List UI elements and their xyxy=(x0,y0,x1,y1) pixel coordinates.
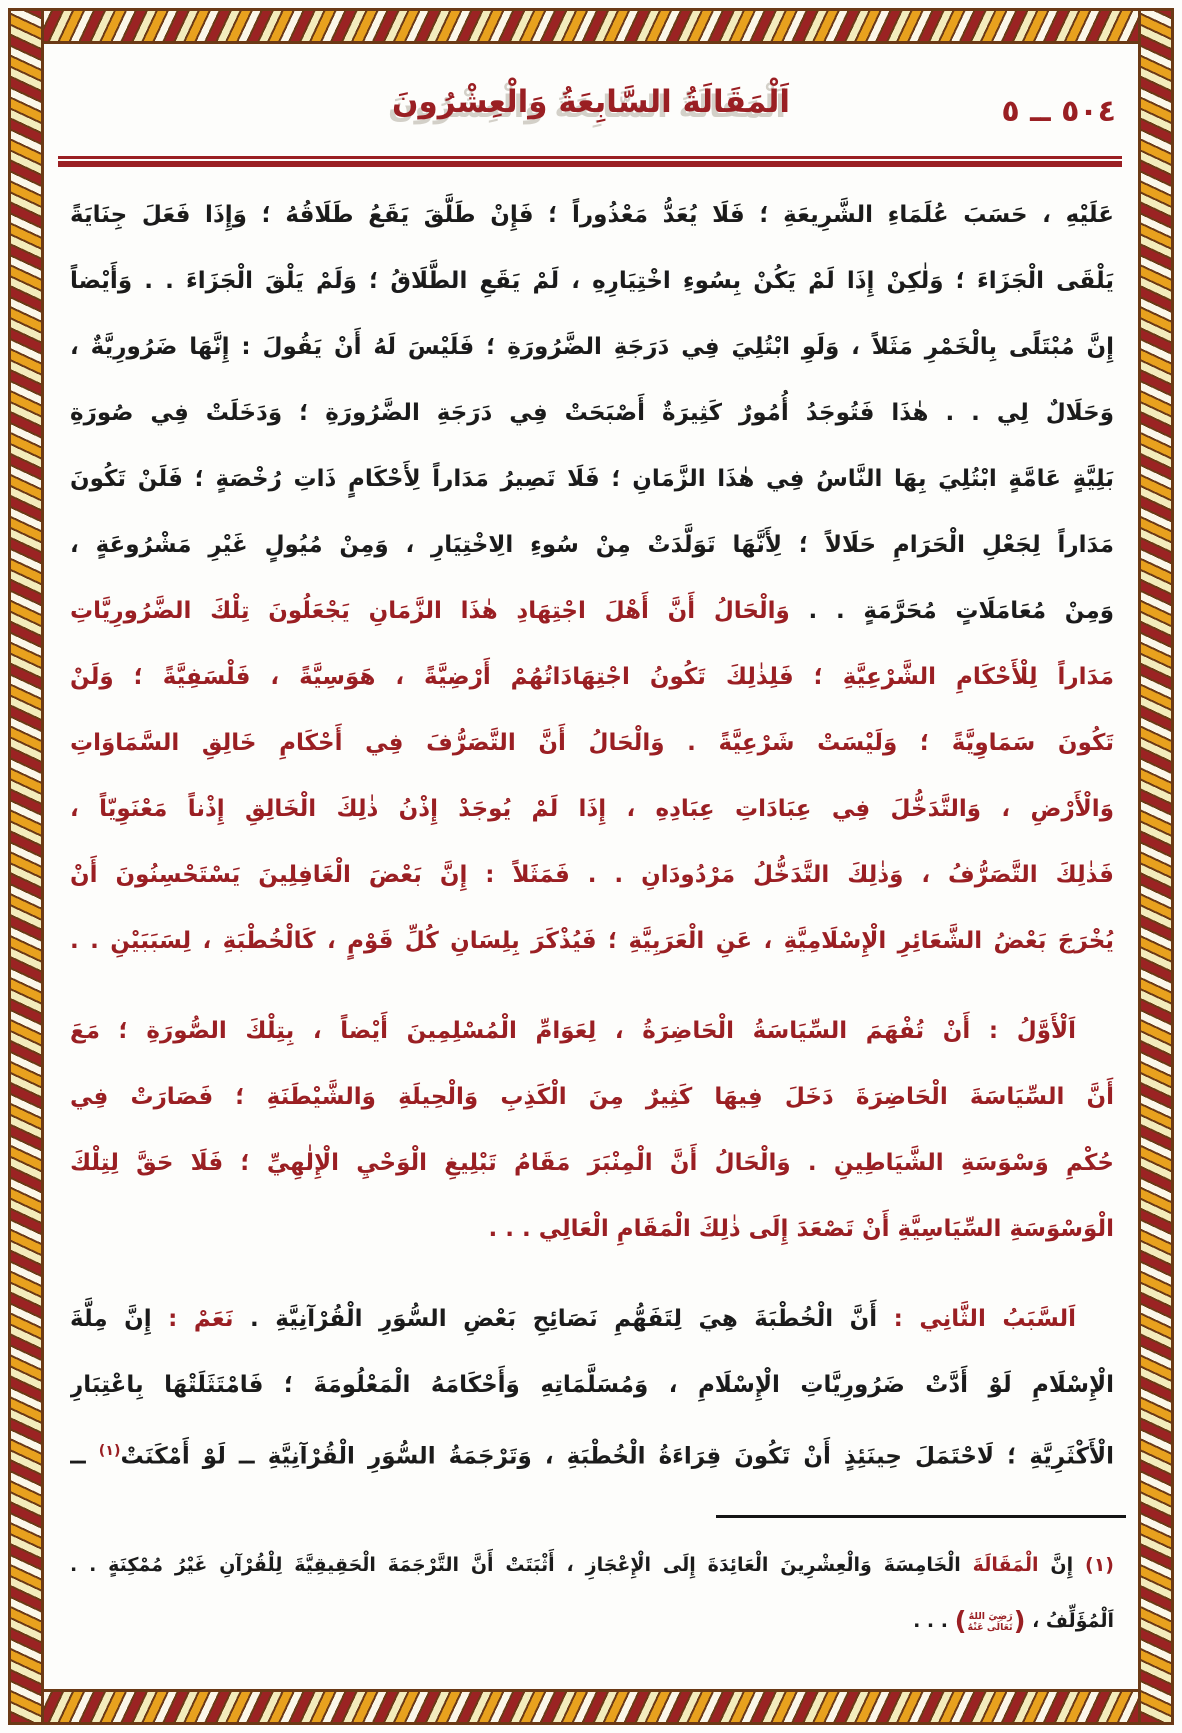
text-segment: مَدَاراً لِجَعْلِ الْحَرَامِ حَلَالاً ؛ لِأَنَّهَا تَوَلَّدَتْ مِنْ سُوءِ الِاخْتِيَارِ ، وَمِنْ مُيُولٍ غَيْرِ مَشْرُوعَةٍ ، xyxy=(70,532,1114,558)
text-line xyxy=(70,842,1114,908)
text-segment: نَعَمْ : xyxy=(151,1306,234,1332)
text-segment: . . . xyxy=(913,1610,955,1632)
footnote-marker: (١) xyxy=(1073,1554,1114,1576)
text-segment: وَالْحَالُ أَنَّ أَهْلَ اجْتِهَادِ هٰذَا الزَّمَانِ يَجْعَلُونَ تِلْكَ الضَّرُورِيَّاتِ xyxy=(70,598,790,624)
ornamental-border-bottom xyxy=(8,1689,1174,1725)
text-segment: الْأَكْثَرِيَّةِ ؛ لَاحْتَمَلَ حِينَئِذٍ أَنْ تَكُونَ قِرَاءَةُ الْخُطْبَةِ ، وَتَرْجَمَةُ السُّوَرِ الْقُرْآنِيَّةِ ــ لَوْ أَمْكَنَتْ xyxy=(120,1443,1114,1470)
text-segment: وَمِنْ مُعَامَلَاتٍ مُحَرَّمَةٍ . . xyxy=(789,598,1114,624)
text-segment: الْوَسْوَسَةِ السِّيَاسِيَّةِ أَنْ تَصْعَدَ إِلَى ذٰلِكَ الْمَقَامِ الْعَالِي . . . xyxy=(488,1216,1114,1242)
header-rule xyxy=(58,156,1122,167)
text-line xyxy=(70,1537,1114,1593)
text-segment: يُخْرَجَ بَعْضُ الشَّعَائِرِ الْإِسْلَامِيَّةِ ، عَنِ الْعَرَبِيَّةِ ؛ فَيُذْكَرَ بِلِسَانِ كُلِّ قَوْمٍ ، كَالْخُطْبَةِ ، لِسَبَبَيْنِ . . xyxy=(70,928,1114,954)
text-line xyxy=(70,248,1114,314)
text-line xyxy=(70,1593,1114,1649)
text-segment: اَلْأَوَّلُ : أَنْ تُفْهَمَ السِّيَاسَةُ الْحَاضِرَةُ ، لِعَوَامِّ الْمُسْلِمِينَ أَيْضاً ، بِتِلْكَ الصُّورَةِ ؛ مَعَ xyxy=(70,1018,1076,1044)
text-line xyxy=(70,776,1114,842)
text-line xyxy=(70,380,1114,446)
text-line xyxy=(70,1196,1114,1262)
page-content xyxy=(56,56,1126,1677)
text-segment: الْخَامِسَةَ وَالْعِشْرِينَ الْعَائِدَةَ إِلَى الْإِعْجَازِ ، أَثْبَتَتْ أَنَّ التَّرْجَمَةَ الْحَقِيقِيَّةَ لِلْقُرْآنِ غَيْرُ مُمْكِنَةٍ . . xyxy=(70,1554,961,1576)
text-segment: تَكُونَ سَمَاوِيَّةً ؛ وَلَيْسَتْ شَرْعِيَّةً . وَالْحَالُ أَنَّ التَّصَرُّفَ فِي أَحْكَامِ خَالِقِ السَّمَاوَاتِ xyxy=(70,730,1114,756)
text-segment: فَذٰلِكَ التَّصَرُّفُ ، وَذٰلِكَ التَّدَخُّلُ مَرْدُودَانِ . . فَمَثَلاً : إِنَّ بَعْضَ الْغَافِلِينَ يَسْتَحْسِنُونَ أَنْ xyxy=(70,862,1114,888)
text-segment: الْإِسْلَامِ لَوْ أَدَّتْ ضَرُورِيَّاتِ الْإِسْلَامِ ، وَمُسَلَّمَاتِهِ وَأَحْكَامَهُ الْمَعْلُومَةَ ؛ فَامْتَثَلَتْهَا بِاعْتِبَارِ xyxy=(70,1372,1114,1398)
text-segment: الْمَقَالَةَ xyxy=(960,1554,1039,1576)
text-segment: اَلْمُؤَلِّفُ ، xyxy=(1025,1610,1114,1632)
page-title: اَلْمَقَالَةُ السَّابِعَةُ وَالْعِشْرُونَ xyxy=(391,84,790,120)
text-segment: وَالْأَرْضِ ، وَالتَّدَخُّلَ فِي عِبَادَاتِ عِبَادِهِ ، إِذَا لَمْ يُوجَدْ إِذْنُ ذٰلِكَ الْخَالِقِ إِذْناً مَعْنَوِيّاً ، xyxy=(70,796,1114,822)
text-line xyxy=(70,182,1114,248)
page-number: ٥٠٤ ــ ٥ xyxy=(1001,94,1116,129)
text-line xyxy=(70,1286,1114,1352)
text-line xyxy=(70,908,1114,974)
ornamental-border-top xyxy=(8,8,1174,44)
paragraph-label: اَلسَّبَبُ الثَّانِي : xyxy=(877,1306,1076,1332)
text-line xyxy=(70,578,1114,644)
text-line xyxy=(70,446,1114,512)
text-segment: حُكْمِ وَسْوَسَةِ الشَّيَاطِينِ . وَالْحَالُ أَنَّ الْمِنْبَرَ مَقَامُ تَبْلِيغِ الْوَحْيِ الْإِلٰهِيِّ ؛ فَلَا حَقَّ لِتِلْكَ xyxy=(70,1150,1114,1176)
text-segment: عَلَيْهِ ، حَسَبَ عُلَمَاءِ الشَّرِيعَةِ ؛ فَلَا يُعَدُّ مَعْذُوراً ؛ فَإِنْ طَلَّقَ يَقَعُ طَلَاقُهُ ؛ وَإِذَا فَعَلَ جِنَايَةً xyxy=(70,202,1114,228)
text-line xyxy=(70,1130,1114,1196)
text-segment: أَنَّ الْخُطْبَةَ هِيَ لِتَفَهُّمِ نَصَائِحِ بَعْضِ السُّوَرِ الْقُرْآنِيَّةِ . xyxy=(233,1306,878,1332)
text-line xyxy=(70,314,1114,380)
text-line xyxy=(70,1064,1114,1130)
text-segment: ــ xyxy=(70,1443,99,1470)
text-segment: إِنَّ مِلَّةَ xyxy=(70,1306,152,1332)
text-line xyxy=(70,998,1114,1064)
ornamental-border-right xyxy=(1138,8,1174,1725)
body-text xyxy=(70,182,1114,1484)
text-segment: أَنَّ السِّيَاسَةَ الْحَاضِرَةَ دَخَلَ فِيهَا كَثِيرٌ مِنَ الْكَذِبِ وَالْحِيلَةِ وَالشَّيْطَنَةِ ؛ فَصَارَتْ فِي xyxy=(70,1084,1114,1110)
text-segment: مَدَاراً لِلْأَحْكَامِ الشَّرْعِيَّةِ ؛ فَلِذٰلِكَ تَكُونُ اجْتِهَادَاتُهُمْ أَرْضِيَّةً ، هَوَسِيَّةً ، فَلْسَفِيَّةً ؛ وَلَنْ xyxy=(70,664,1114,690)
text-line xyxy=(70,710,1114,776)
ornamental-border-left xyxy=(8,8,44,1725)
text-line xyxy=(70,1418,1114,1484)
footnote xyxy=(70,1537,1114,1649)
footnote-marker: (١) xyxy=(98,1443,121,1459)
text-segment: إِنَّ مُبْتَلًى بِالْخَمْرِ مَثَلاً ، وَلَوِ ابْتُلِيَ فِي دَرَجَةِ الضَّرُورَةِ ؛ فَلَيْسَ لَهُ أَنْ يَقُولَ : إِنَّهَا ضَرُورِيَّةٌ ، xyxy=(70,334,1114,360)
text-line xyxy=(70,644,1114,710)
footnote-separator xyxy=(716,1515,1126,1518)
text-line xyxy=(70,1352,1114,1418)
text-segment: يَلْقَى الْجَزَاءَ ؛ وَلٰكِنْ إِذَا لَمْ يَكُنْ بِسُوءِ اخْتِيَارِهِ ، لَمْ يَقَعِ الطَّلَاقُ ؛ وَلَمْ يَلْقَ الْجَزَاءَ . . وَأَيْضاً xyxy=(70,268,1114,294)
text-segment: وَحَلَالٌ لِي . . هٰذَا فَتُوجَدُ أُمُورٌ كَثِيرَةٌ أَصْبَحَتْ فِي دَرَجَةِ الضَّرُورَةِ ؛ وَدَخَلَتْ فِي صُورَةِ xyxy=(70,400,1114,426)
text-line xyxy=(70,512,1114,578)
text-segment: بَلِيَّةٍ عَامَّةٍ ابْتُلِيَ بِهَا النَّاسُ فِي هٰذَا الزَّمَانِ ؛ فَلَا تَصِيرُ مَدَاراً لِأَحْكَامٍ ذَاتِ رُخْصَةٍ ؛ فَلَنْ تَكُونَ xyxy=(70,466,1114,492)
author-seal: ( رَضِيَ اللهُ تَعَالَى عَنْهُ ) xyxy=(954,1606,1026,1637)
text-segment: إِنَّ xyxy=(1038,1554,1074,1576)
